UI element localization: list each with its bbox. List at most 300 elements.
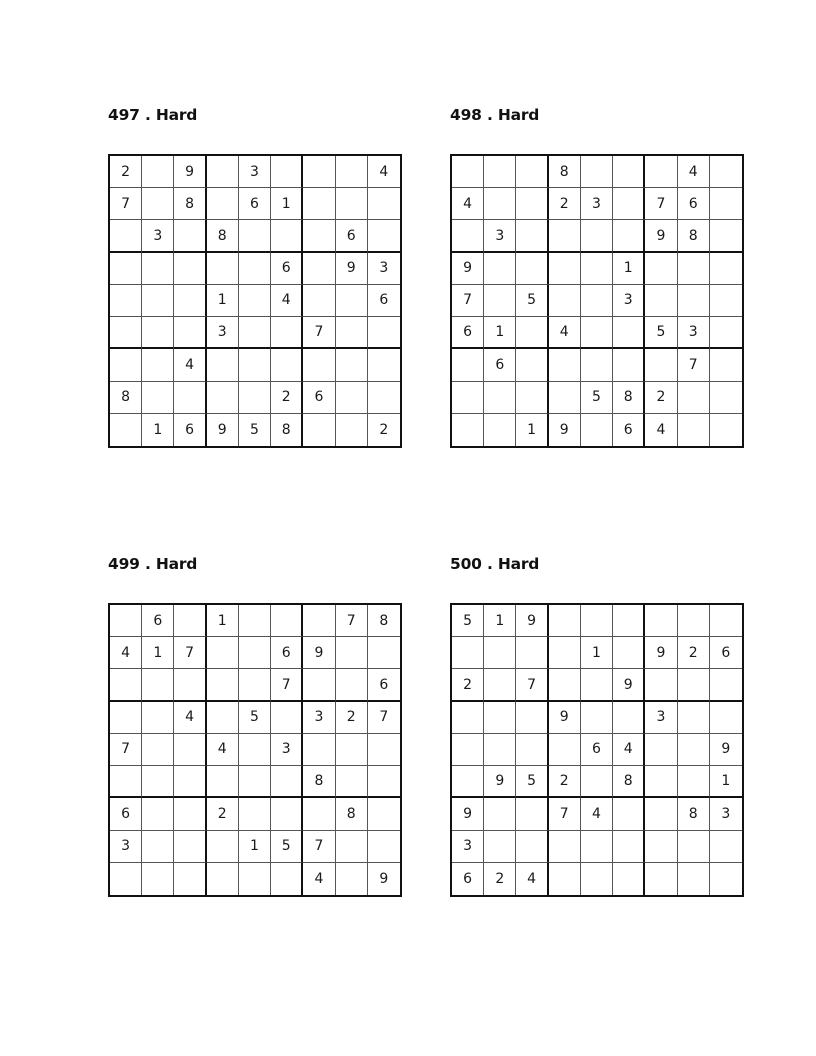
sudoku-cell [368,766,400,798]
sudoku-cell: 4 [110,637,142,669]
sudoku-cell [678,285,710,317]
sudoku-cell: 5 [239,702,271,734]
sudoku-cell [142,702,174,734]
sudoku-cell [174,766,206,798]
sudoku-cell: 9 [207,414,239,446]
sudoku-cell [549,605,581,637]
sudoku-cell [581,414,613,446]
sudoku-cell [516,317,548,349]
sudoku-cell [207,702,239,734]
sudoku-cell [239,317,271,349]
sudoku-cell [174,669,206,701]
sudoku-cell [581,831,613,863]
sudoku-cell [174,798,206,830]
sudoku-cell [484,798,516,830]
sudoku-cell: 9 [613,669,645,701]
sudoku-cell [581,253,613,285]
sudoku-cell [452,220,484,252]
sudoku-cell [678,766,710,798]
sudoku-cell [484,734,516,766]
puzzle-title: 500 . Hard [450,555,540,573]
sudoku-cell: 8 [613,766,645,798]
sudoku-cell: 8 [549,156,581,188]
sudoku-cell [710,156,742,188]
sudoku-cell [645,605,677,637]
sudoku-cell: 1 [710,766,742,798]
sudoku-cell [239,253,271,285]
sudoku-cell [613,317,645,349]
sudoku-cell [271,156,303,188]
sudoku-cell [645,349,677,381]
sudoku-cell: 9 [549,702,581,734]
sudoku-cell [678,605,710,637]
sudoku-cell: 5 [452,605,484,637]
sudoku-cell: 1 [142,637,174,669]
puzzle-title: 499 . Hard [108,555,198,573]
sudoku-cell [142,253,174,285]
sudoku-cell [303,253,335,285]
sudoku-cell: 5 [516,766,548,798]
sudoku-cell: 2 [271,382,303,414]
sudoku-cell [452,734,484,766]
sudoku-cell: 4 [271,285,303,317]
sudoku-cell [678,734,710,766]
sudoku-cell: 1 [142,414,174,446]
sudoku-cell [710,382,742,414]
sudoku-cell: 1 [207,605,239,637]
sudoku-cell [239,766,271,798]
sudoku-cell: 1 [271,188,303,220]
sudoku-cell [710,220,742,252]
sudoku-cell [710,317,742,349]
sudoku-cell [484,637,516,669]
sudoku-cell: 9 [484,766,516,798]
sudoku-cell: 6 [368,669,400,701]
sudoku-cell: 8 [303,766,335,798]
sudoku-cell [239,382,271,414]
sudoku-cell [678,863,710,895]
sudoku-cell [710,831,742,863]
sudoku-cell [271,863,303,895]
sudoku-cell: 2 [207,798,239,830]
sudoku-cell [452,382,484,414]
sudoku-cell: 7 [336,605,368,637]
sudoku-cell [613,349,645,381]
sudoku-cell [110,702,142,734]
sudoku-cell: 3 [303,702,335,734]
sudoku-cell [336,863,368,895]
sudoku-cell [549,220,581,252]
sudoku-cell [710,863,742,895]
sudoku-cell [239,605,271,637]
sudoku-cell [336,349,368,381]
sudoku-cell [581,605,613,637]
sudoku-cell [678,253,710,285]
sudoku-cell [516,188,548,220]
sudoku-cell [303,798,335,830]
sudoku-cell: 9 [452,798,484,830]
sudoku-cell [271,605,303,637]
sudoku-cell: 8 [368,605,400,637]
sudoku-cell [174,382,206,414]
sudoku-cell [452,349,484,381]
sudoku-cell [110,863,142,895]
sudoku-cell [110,669,142,701]
sudoku-cell [110,414,142,446]
sudoku-cell [336,831,368,863]
sudoku-cell [613,637,645,669]
sudoku-cell [549,669,581,701]
sudoku-cell [368,382,400,414]
sudoku-cell: 1 [484,605,516,637]
sudoku-cell [110,220,142,252]
sudoku-cell [110,349,142,381]
sudoku-cell [303,669,335,701]
sudoku-cell [174,863,206,895]
sudoku-cell [484,285,516,317]
sudoku-cell [452,156,484,188]
sudoku-cell: 9 [516,605,548,637]
sudoku-cell [549,253,581,285]
sudoku-cell: 7 [271,669,303,701]
sudoku-cell: 8 [678,798,710,830]
sudoku-cell: 1 [239,831,271,863]
sudoku-cell: 4 [452,188,484,220]
sudoku-cell: 8 [110,382,142,414]
sudoku-cell: 7 [645,188,677,220]
sudoku-cell [613,798,645,830]
sudoku-cell [336,669,368,701]
sudoku-cell [142,349,174,381]
sudoku-cell [452,766,484,798]
sudoku-cell [142,669,174,701]
sudoku-cell: 9 [368,863,400,895]
sudoku-cell [271,766,303,798]
sudoku-cell: 6 [581,734,613,766]
sudoku-cell [581,156,613,188]
sudoku-cell [336,188,368,220]
sudoku-cell: 1 [581,637,613,669]
sudoku-cell [516,253,548,285]
sudoku-cell [207,863,239,895]
sudoku-cell: 8 [207,220,239,252]
sudoku-cell [239,863,271,895]
sudoku-cell [581,349,613,381]
sudoku-cell [174,253,206,285]
sudoku-cell [239,798,271,830]
sudoku-cell: 7 [303,317,335,349]
sudoku-cell [613,831,645,863]
sudoku-cell [368,220,400,252]
sudoku-cell [549,734,581,766]
sudoku-cell [174,317,206,349]
sudoku-cell: 2 [484,863,516,895]
sudoku-cell [516,637,548,669]
sudoku-cell: 3 [678,317,710,349]
sudoku-cell [303,285,335,317]
sudoku-cell [110,317,142,349]
sudoku-cell [581,766,613,798]
sudoku-cell: 3 [710,798,742,830]
sudoku-cell [303,349,335,381]
sudoku-cell [271,702,303,734]
sudoku-cell [484,188,516,220]
sudoku-cell [239,637,271,669]
sudoku-cell: 6 [336,220,368,252]
sudoku-cell: 8 [174,188,206,220]
sudoku-cell [271,220,303,252]
sudoku-cell [710,414,742,446]
sudoku-cell [142,156,174,188]
sudoku-cell [516,220,548,252]
sudoku-cell [516,734,548,766]
sudoku-cell [368,798,400,830]
sudoku-cell [303,188,335,220]
sudoku-cell: 6 [368,285,400,317]
sudoku-cell [174,285,206,317]
sudoku-cell: 9 [645,637,677,669]
sudoku-cell [645,798,677,830]
sudoku-cell [336,637,368,669]
sudoku-cell [484,156,516,188]
sudoku-cell [110,253,142,285]
sudoku-cell: 7 [110,734,142,766]
sudoku-cell [239,669,271,701]
sudoku-cell: 6 [271,253,303,285]
sudoku-cell [368,831,400,863]
sudoku-cell: 2 [336,702,368,734]
sudoku-cell [110,285,142,317]
sudoku-cell [303,220,335,252]
sudoku-cell [516,702,548,734]
sudoku-cell [452,702,484,734]
sudoku-cell [368,188,400,220]
sudoku-cell: 9 [303,637,335,669]
sudoku-cell: 2 [452,669,484,701]
sudoku-cell: 2 [549,766,581,798]
sudoku-cell [452,414,484,446]
sudoku-cell: 8 [613,382,645,414]
sudoku-cell [645,863,677,895]
sudoku-cell [336,382,368,414]
sudoku-cell: 9 [710,734,742,766]
sudoku-cell [207,188,239,220]
sudoku-cell [710,253,742,285]
sudoku-cell [581,863,613,895]
sudoku-cell [336,156,368,188]
sudoku-cell: 8 [678,220,710,252]
sudoku-cell: 4 [174,349,206,381]
sudoku-cell [303,414,335,446]
sudoku-cell [613,220,645,252]
sudoku-cell [142,831,174,863]
sudoku-cell [645,766,677,798]
sudoku-cell [207,766,239,798]
sudoku-cell: 9 [452,253,484,285]
sudoku-cell: 9 [336,253,368,285]
sudoku-cell [645,831,677,863]
sudoku-cell [452,637,484,669]
sudoku-cell: 6 [174,414,206,446]
sudoku-cell: 8 [336,798,368,830]
sudoku-cell [142,798,174,830]
sudoku-cell: 1 [484,317,516,349]
sudoku-cell: 5 [271,831,303,863]
sudoku-cell [142,734,174,766]
sudoku-cell [645,285,677,317]
sudoku-cell [516,798,548,830]
sudoku-cell: 7 [174,637,206,669]
sudoku-cell: 2 [368,414,400,446]
sudoku-cell: 6 [239,188,271,220]
sudoku-cell [336,317,368,349]
sudoku-cell: 7 [516,669,548,701]
sudoku-cell [516,831,548,863]
sudoku-cell [336,734,368,766]
sudoku-cell: 3 [581,188,613,220]
sudoku-cell: 7 [303,831,335,863]
sudoku-cell [239,349,271,381]
sudoku-cell: 6 [484,349,516,381]
sudoku-cell: 3 [484,220,516,252]
sudoku-cell [710,188,742,220]
sudoku-cell [207,349,239,381]
sudoku-cell [271,349,303,381]
sudoku-cell: 7 [368,702,400,734]
sudoku-grid [108,603,402,897]
sudoku-cell: 8 [271,414,303,446]
sudoku-cell [271,317,303,349]
sudoku-cell: 1 [207,285,239,317]
puzzle-title: 497 . Hard [108,106,198,124]
sudoku-cell [613,188,645,220]
sudoku-cell [142,285,174,317]
sudoku-cell [174,831,206,863]
sudoku-cell: 3 [207,317,239,349]
sudoku-cell [142,188,174,220]
sudoku-cell: 6 [142,605,174,637]
sudoku-cell [710,349,742,381]
sudoku-cell [368,317,400,349]
sudoku-cell [207,637,239,669]
sudoku-cell [549,382,581,414]
sudoku-cell [303,734,335,766]
sudoku-cell [484,382,516,414]
sudoku-cell [174,734,206,766]
sudoku-cell [581,285,613,317]
sudoku-cell: 4 [549,317,581,349]
sudoku-cell: 4 [613,734,645,766]
sudoku-cell [710,669,742,701]
sudoku-cell: 9 [549,414,581,446]
sudoku-cell: 7 [110,188,142,220]
sudoku-cell [710,605,742,637]
sudoku-cell: 2 [110,156,142,188]
sudoku-cell [142,863,174,895]
sudoku-cell [239,734,271,766]
sudoku-cell [678,702,710,734]
sudoku-cell [581,220,613,252]
sudoku-cell [303,605,335,637]
sudoku-cell: 6 [613,414,645,446]
sudoku-cell: 7 [678,349,710,381]
sudoku-cell [484,253,516,285]
sudoku-cell: 6 [271,637,303,669]
sudoku-cell [613,156,645,188]
sudoku-cell [207,253,239,285]
sudoku-cell: 4 [207,734,239,766]
sudoku-cell: 2 [645,382,677,414]
sudoku-cell: 9 [645,220,677,252]
sudoku-cell [207,382,239,414]
sudoku-cell [678,831,710,863]
sudoku-cell: 5 [516,285,548,317]
sudoku-cell [710,285,742,317]
sudoku-cell [368,637,400,669]
sudoku-cell [368,349,400,381]
sudoku-cell: 3 [271,734,303,766]
sudoku-cell: 1 [613,253,645,285]
sudoku-cell: 6 [710,637,742,669]
sudoku-cell: 4 [581,798,613,830]
sudoku-cell [645,156,677,188]
sudoku-cell: 3 [142,220,174,252]
sudoku-cell [142,382,174,414]
sudoku-cell [174,220,206,252]
sudoku-cell [678,669,710,701]
sudoku-cell [581,317,613,349]
sudoku-cell [613,605,645,637]
sudoku-cell [207,669,239,701]
sudoku-cell [549,349,581,381]
sudoku-cell: 3 [110,831,142,863]
sudoku-cell: 2 [678,637,710,669]
sudoku-cell [710,702,742,734]
puzzle-title: 498 . Hard [450,106,540,124]
sudoku-cell [271,798,303,830]
sudoku-cell: 4 [645,414,677,446]
sudoku-cell [645,253,677,285]
sudoku-cell [336,414,368,446]
sudoku-cell [678,382,710,414]
sudoku-cell [303,156,335,188]
sudoku-cell: 5 [645,317,677,349]
sudoku-cell: 6 [452,317,484,349]
sudoku-grid [450,154,744,448]
sudoku-cell: 6 [452,863,484,895]
sudoku-cell: 3 [239,156,271,188]
sudoku-cell: 4 [678,156,710,188]
sudoku-cell [549,637,581,669]
sudoku-cell: 6 [678,188,710,220]
sudoku-cell [174,605,206,637]
sudoku-cell [207,156,239,188]
sudoku-cell [207,831,239,863]
sudoku-cell [516,349,548,381]
sudoku-cell [613,863,645,895]
sudoku-cell: 4 [174,702,206,734]
sudoku-cell: 1 [516,414,548,446]
sudoku-cell [645,669,677,701]
sudoku-cell: 4 [368,156,400,188]
sudoku-cell: 3 [368,253,400,285]
sudoku-cell [336,285,368,317]
sudoku-cell: 4 [303,863,335,895]
sudoku-cell [484,414,516,446]
sudoku-grid [108,154,402,448]
sudoku-cell [484,831,516,863]
sudoku-cell [549,863,581,895]
